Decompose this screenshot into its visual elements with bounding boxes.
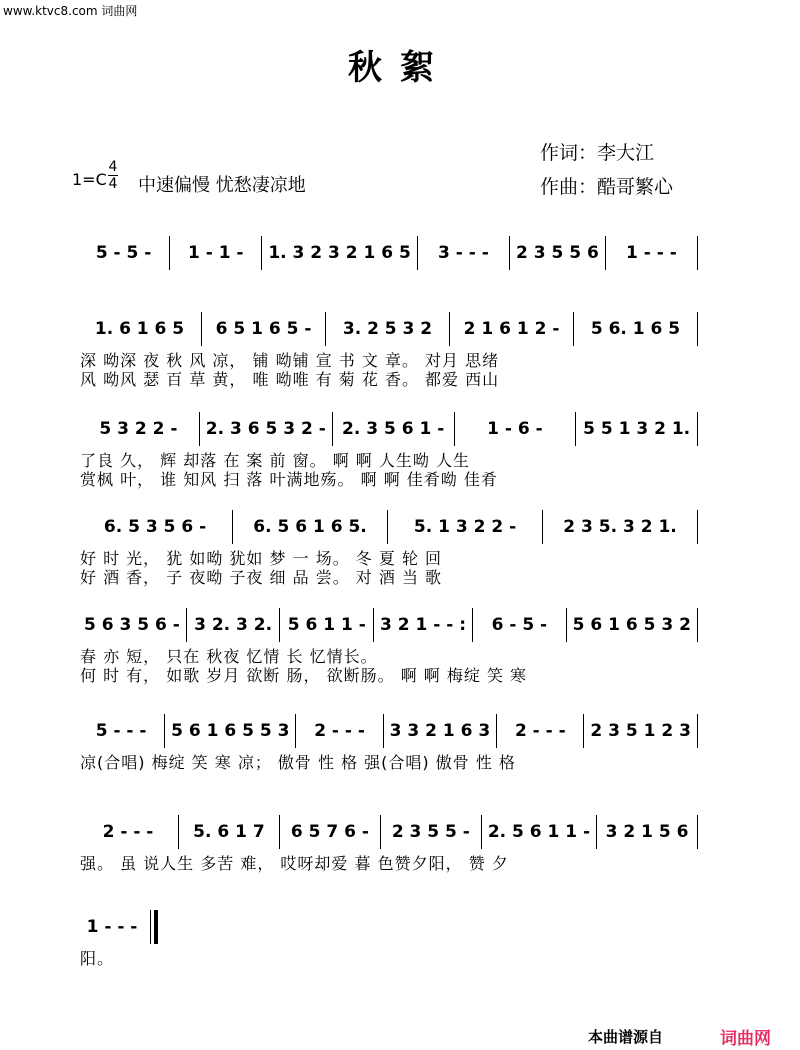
measure: 3 3 2 1 6 3 xyxy=(383,714,497,748)
measure: 2. 3 5 6 1 - xyxy=(332,412,454,446)
lyric-line: 好 时 光， 犹 如呦 犹如 梦 一 场。 冬 夏 轮 回 xyxy=(80,549,443,568)
measure: 6 5 7 6 - xyxy=(279,815,380,849)
measure: 6. 5 3 5 6 - xyxy=(103,517,207,537)
time-top: 4 xyxy=(108,159,118,175)
staff-line xyxy=(78,312,698,346)
measure: 5 5 1 3 2 1. xyxy=(575,412,698,446)
staff-line xyxy=(78,412,698,446)
measure: 2. 3 6 5 3 2 - xyxy=(199,412,332,446)
measure: 5. 1 3 2 2 - xyxy=(387,510,542,544)
lyric-line: 强。 虽 说人生 多苦 难， 哎呀却爱 暮 色赞夕阳， 赞 夕 xyxy=(80,854,509,873)
measure: 5 3 2 2 - xyxy=(99,419,178,439)
lyric-line: 了良 久， 辉 却落 在 案 前 窗。 啊 啊 人生呦 人生 xyxy=(80,451,470,470)
time-bottom: 4 xyxy=(108,176,118,192)
composer-credit: 作曲：酷哥繁心 xyxy=(540,176,674,198)
measure: 1. 3 2 3 2 1 6 5 xyxy=(261,236,417,270)
lyric-line: 阳。 xyxy=(80,949,115,968)
measure: 5 6 1 6 5 5 3 xyxy=(164,714,295,748)
lyricist-credit: 作词：李大江 xyxy=(540,142,655,164)
key-signature: 1=C xyxy=(72,170,107,189)
measure: 5 - - - xyxy=(95,721,147,741)
measure: 5 6 1 6 5 3 2 xyxy=(566,608,698,642)
song-title: 秋絮 xyxy=(348,48,452,88)
measure: 2 3 5 5 6 xyxy=(509,236,605,270)
final-barline xyxy=(150,910,158,944)
measure: 1. 6 1 6 5 xyxy=(94,319,185,339)
measure: 5 - 5 - xyxy=(95,243,152,263)
time-signature xyxy=(108,160,118,191)
measure: 2 3 5. 3 2 1. xyxy=(542,510,698,544)
measure: 1 - - - xyxy=(605,236,698,270)
measure: 3 - - - xyxy=(417,236,509,270)
lyric-line: 赏枫 叶， 谁 知风 扫 落 叶满地殇。 啊 啊 佳肴呦 佳肴 xyxy=(80,470,498,489)
staff-line xyxy=(78,815,698,849)
staff-line xyxy=(78,608,698,642)
lyric-line: 深 呦深 夜 秋 风 凉， 铺 呦铺 宣 书 文 章。 对月 思绪 xyxy=(80,351,500,370)
measure: 3 2 1 - - : xyxy=(373,608,472,642)
measure: 1 - 1 - xyxy=(169,236,261,270)
measure: 2 3 5 1 2 3 xyxy=(583,714,698,748)
measure: 2 - - - xyxy=(102,822,154,842)
measure: 2 - - - xyxy=(295,714,382,748)
staff-line xyxy=(78,236,698,270)
measure: 2 3 5 5 - xyxy=(380,815,481,849)
measure: 5. 6 1 7 xyxy=(178,815,279,849)
measure: 5 6 1 1 - xyxy=(279,608,373,642)
measure: 3. 2 5 3 2 xyxy=(325,312,449,346)
measure: 2. 5 6 1 1 - xyxy=(481,815,596,849)
footer-source-text: 本曲谱源自 xyxy=(588,1028,664,1046)
footer-logo[interactable]: 词曲网 xyxy=(720,1029,771,1049)
lyric-line: 好 酒 香， 子 夜呦 子夜 细 品 尝。 对 酒 当 歌 xyxy=(80,568,443,587)
measure: 6 5 1 6 5 - xyxy=(201,312,325,346)
lyric-line: 何 时 有， 如歌 岁月 欲断 肠， 欲断肠。 啊 啊 梅绽 笑 寒 xyxy=(80,666,528,685)
measure: 2 1 6 1 2 - xyxy=(449,312,573,346)
measure: 6 - 5 - xyxy=(472,608,566,642)
lyric-line: 风 呦风 瑟 百 草 黄， 唯 呦唯 有 菊 花 香。 都爱 西山 xyxy=(80,370,500,389)
measure: 1 - 6 - xyxy=(454,412,576,446)
measure: 3 2. 3 2. xyxy=(186,608,280,642)
measure: 2 - - - xyxy=(496,714,583,748)
staff-line xyxy=(78,510,698,544)
staff-line xyxy=(78,714,698,748)
measure: 3 2 1 5 6 xyxy=(596,815,698,849)
lyric-line: 春 亦 短， 只在 秋夜 忆情 长 忆情长。 xyxy=(80,647,378,666)
site-header[interactable]: www.ktvc8.com 词曲网 xyxy=(3,4,138,18)
measure: 1 - - - xyxy=(86,917,138,937)
measure: 6. 5 6 1 6 5. xyxy=(232,510,387,544)
measure: 5 6. 1 6 5 xyxy=(573,312,698,346)
tempo-marking: 中速偏慢 忧愁凄凉地 xyxy=(138,175,306,196)
staff-line xyxy=(78,910,158,944)
lyric-line: 凉(合唱) 梅绽 笑 寒 凉； 傲骨 性 格 强(合唱) 傲骨 性 格 xyxy=(80,753,516,772)
measure: 5 6 3 5 6 - xyxy=(84,615,180,635)
